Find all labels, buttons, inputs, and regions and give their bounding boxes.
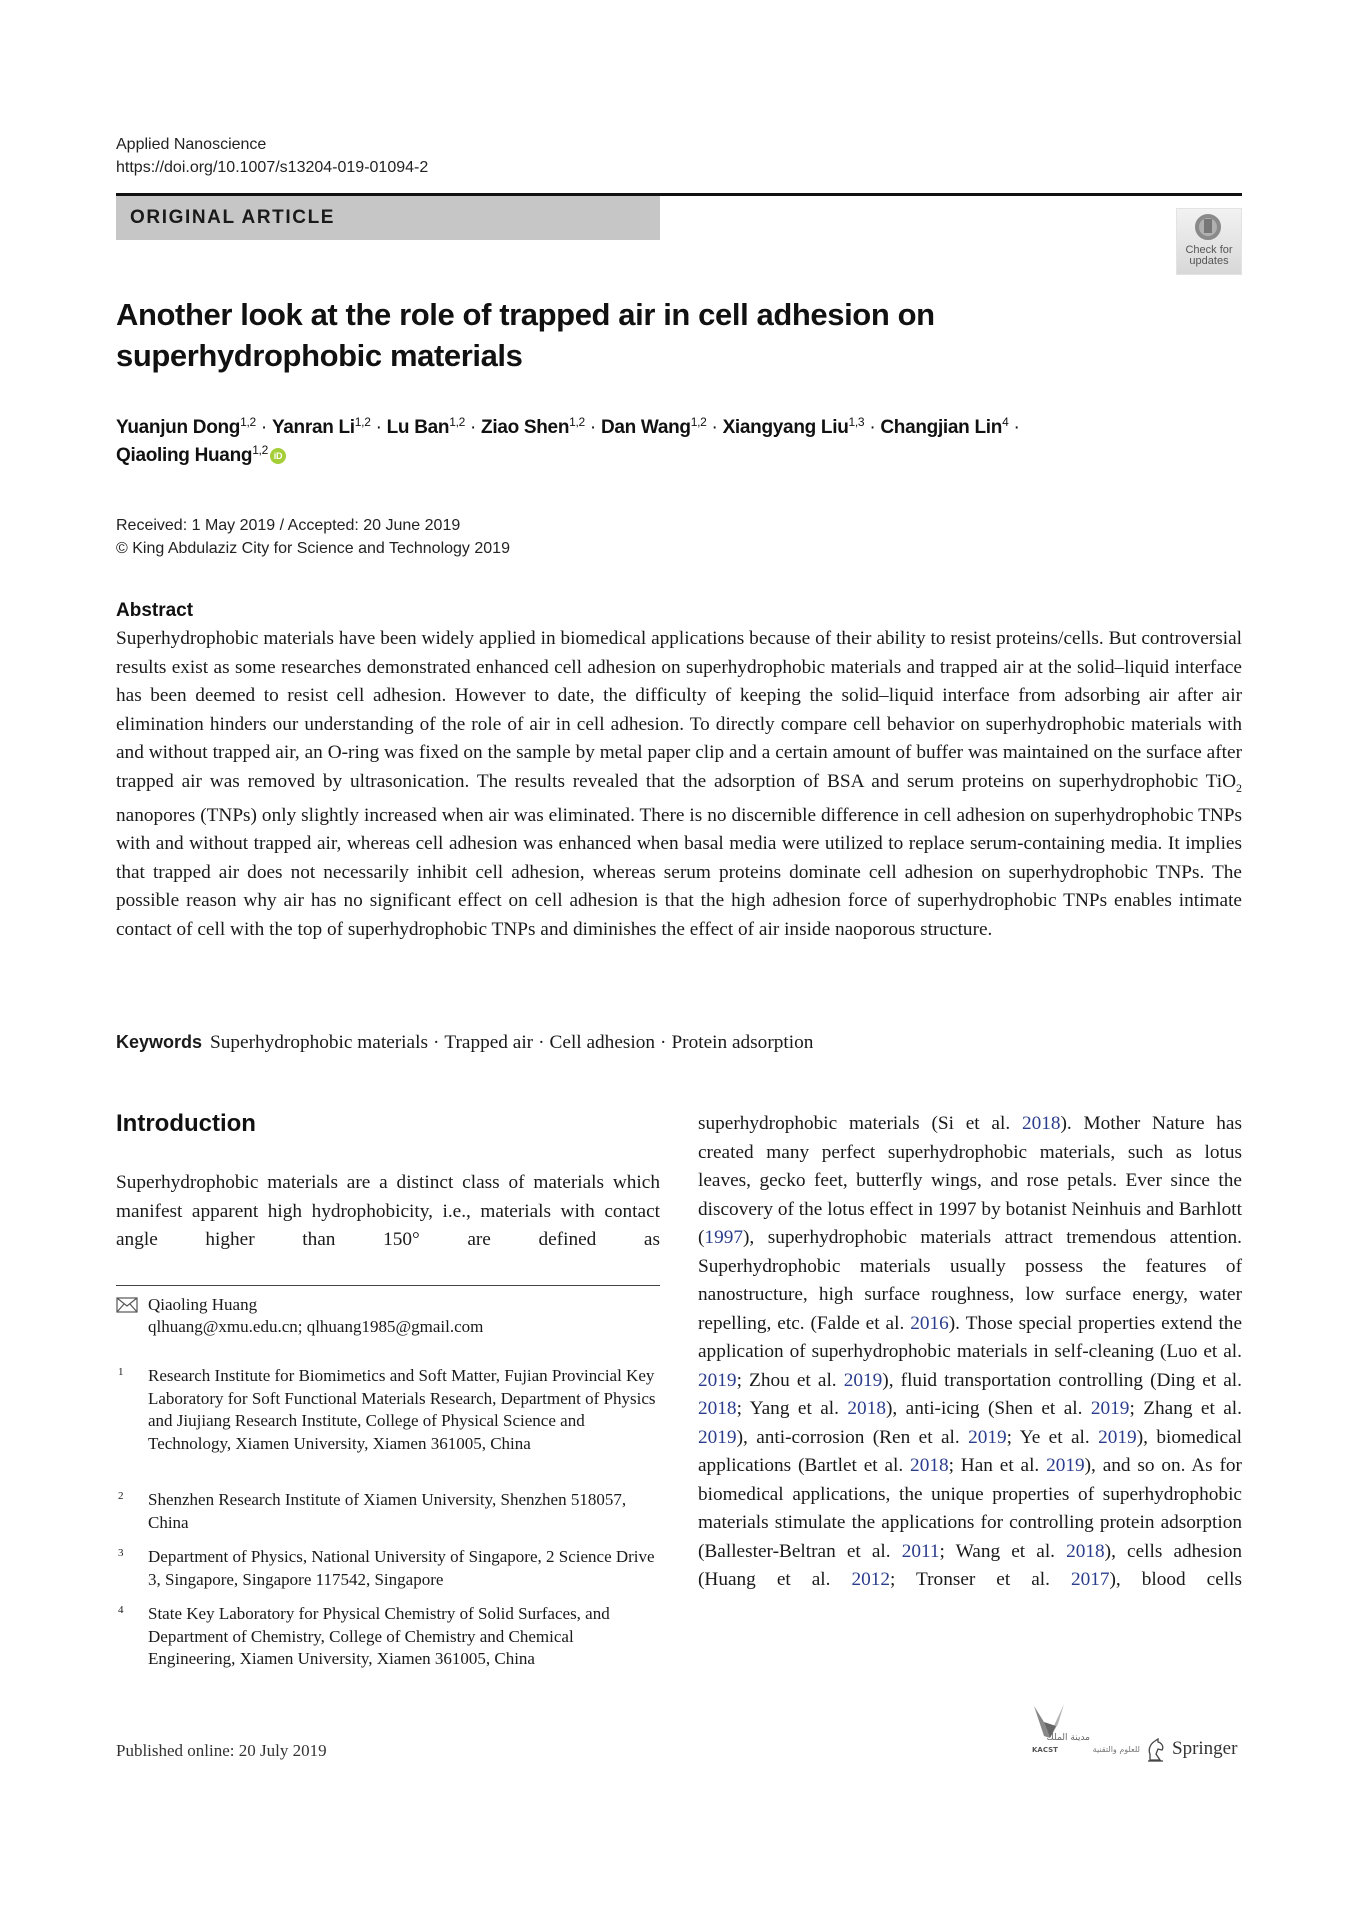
affiliation-number: 3 — [118, 1547, 124, 1559]
author-name: Lu Ban — [386, 417, 450, 438]
keyword-list — [210, 1032, 813, 1053]
published-online-date: Published online: 20 July 2019 — [116, 1741, 327, 1760]
author[interactable] — [116, 445, 286, 466]
springer-logo-text: Springer — [1172, 1738, 1238, 1759]
footnote-rule — [116, 1285, 660, 1286]
author-affiliation-marker: 1,2 — [240, 415, 256, 429]
article-type-banner — [116, 196, 660, 240]
author[interactable] — [723, 417, 865, 438]
keywords-label: Keywords — [116, 1032, 203, 1052]
abstract-text — [116, 625, 1242, 944]
affiliation — [116, 1489, 660, 1534]
springer-horse-icon — [1146, 1738, 1166, 1767]
corresponding-author — [116, 1294, 660, 1338]
orcid-icon[interactable]: iD — [270, 448, 286, 464]
check-for-updates-icon — [1195, 214, 1221, 240]
citation-link[interactable]: 2019 — [1098, 1426, 1137, 1448]
introduction-text-left — [116, 1169, 660, 1255]
citation-link[interactable]: 2018 — [847, 1398, 886, 1419]
keyword: Cell adhesion — [549, 1032, 656, 1053]
article-type-label: ORIGINAL ARTICLE — [130, 207, 336, 228]
author-separator: · — [470, 417, 477, 438]
abstract-text-part2: nanopores (TNPs) only slightly increased when air was eliminated. There is no discernible difference in cell adhesion on superhydrophobic TNPs with and without trapped air, whereas cell adhesion was enhanced when basal media were utilized to replace serum-containing media. It implies that trapped air does not necessarily inhibit cell adhesion, whereas serum proteins dominate cell adhesion on superhydrophobic TNPs. The possible reason why air has no significant effect on cell adhesion is that the high adhesion force of superhydrophobic TNPs enables intimate contact of cell with the top of superhydrophobic TNPs and diminishes the effect of air inside naoporous structure. — [116, 804, 1242, 940]
corresponding-author-email[interactable]: qlhuang@xmu.edu.cn; qlhuang1985@gmail.com — [148, 1317, 484, 1336]
author-affiliation-marker: 1,2 — [449, 415, 465, 429]
citation-link[interactable]: 2019 — [968, 1426, 1007, 1448]
citation-link[interactable]: 2019 — [698, 1369, 737, 1391]
body-text: ; Yang et al. — [736, 1398, 848, 1419]
check-for-updates-label — [1177, 245, 1241, 267]
author-separator: · — [375, 417, 382, 438]
keywords — [116, 1028, 1242, 1057]
author-list — [116, 414, 1246, 470]
author-name: Changjian Lin — [880, 417, 1003, 438]
keyword: Superhydrophobic materials — [210, 1032, 428, 1053]
body-text: ), superhydrophobic materials attract tremendous attention. Superhydrophobic materials usually possess the features of nanostructure, high surface roughness, low surface energy, water repelling, etc. (Falde et al. — [698, 1227, 1242, 1334]
citation-link[interactable]: 2018 — [1066, 1540, 1105, 1562]
svg-text:ﻟﻠﻌﻠﻮﻡ ﻭﺍﻟﺘﻘﻨﻴﺔ: ﻟﻠﻌﻠﻮﻡ ﻭﺍﻟﺘﻘﻨﻴﺔ — [1092, 1745, 1140, 1754]
author[interactable] — [880, 417, 1008, 438]
author-affiliation-marker: 1,2 — [354, 415, 371, 429]
author-affiliation-marker: 1,2 — [252, 443, 268, 457]
body-text: ; Wang et al. — [939, 1540, 1067, 1562]
body-text: ). Mother Nature has created many perfect superhydrophobic materials, such as lotus leaves, gecko feet, butterfly wings, and rose petals. Ever since the discovery of the lotus effect in 1997 by botanist Neinhuis and Barhlott ( — [698, 1113, 1242, 1248]
body-text: ; Han et al. — [948, 1455, 1047, 1476]
author[interactable] — [272, 417, 371, 438]
affiliation-number: 4 — [118, 1604, 124, 1616]
introduction-text-right — [698, 1110, 1242, 1595]
introduction-heading: Introduction — [116, 1110, 256, 1137]
kacst-logo — [1030, 1700, 1150, 1756]
citation-link[interactable]: 2018 — [910, 1455, 949, 1476]
keyword-separator: · — [538, 1032, 545, 1053]
author-affiliation-marker: 1,3 — [848, 415, 865, 429]
svg-text:ﻣﺪﻳﻨﺔ ﺍﻟﻤﻠﻚ: ﻣﺪﻳﻨﺔ ﺍﻟﻤﻠﻚ — [1046, 1733, 1090, 1743]
body-text: ). Those special properties extend the application of superhydrophobic materials in self-cleaning (Luo et al. — [698, 1312, 1242, 1362]
author-separator: · — [1013, 417, 1020, 438]
body-text: ), fluid transportation controlling (Ding et al. — [882, 1369, 1242, 1391]
affiliation-number: 1 — [118, 1366, 124, 1378]
author-affiliation-marker: 4 — [1002, 415, 1009, 429]
check-for-updates-button[interactable] — [1176, 208, 1242, 275]
received-accepted-dates: Received: 1 May 2019 / Accepted: 20 June 2019 — [116, 517, 461, 534]
body-text: ; Zhang et al. — [1129, 1398, 1242, 1419]
affiliation-text: Department of Physics, National University of Singapore, 2 Science Drive 3, Singapore, Singapore 117542, Singapore — [148, 1547, 655, 1589]
doi-link[interactable]: https://doi.org/10.1007/s13204-019-01094-2 — [116, 159, 429, 176]
body-text: ), biomedical applications (Bartlet et al. — [698, 1426, 1242, 1476]
check-updates-line2: updates — [1189, 255, 1229, 267]
envelope-icon — [116, 1297, 138, 1313]
author[interactable] — [116, 417, 256, 438]
body-text: ; Zhou et al. — [736, 1369, 844, 1391]
keyword: Trapped air — [444, 1032, 534, 1053]
affiliation-text: Shenzhen Research Institute of Xiamen University, Shenzhen 518057, China — [148, 1490, 627, 1532]
keyword: Protein adsorption — [671, 1032, 814, 1053]
keyword-separator: · — [660, 1032, 667, 1053]
body-text: ), blood cells — [1109, 1569, 1242, 1590]
body-text: ; Tronser et al. — [890, 1569, 1071, 1590]
body-text: ), anti-corrosion (Ren et al. — [736, 1426, 969, 1448]
abstract-text-part1: Superhydrophobic materials have been widely applied in biomedical applications because of their ability to resist proteins/cells. But controversial results exist as some researches demonstrated enhanced cell adhesion on superhydrophobic materials and trapped air at the solid–liquid interface has been deemed to resist cell adhesion. However to date, the difficulty of keeping the solid–liquid interface from adsorbing air after air elimination hinders our understanding of the role of air in cell adhesion. To directly compare cell behavior on superhydrophobic materials with and without trapped air, an O-ring was fixed on the sample by metal paper clip and a certain amount of buffer was maintained on the surface after trapped air was removed by ultrasonication. The results revealed that the adsorption of BSA and serum proteins on superhydrophobic TiO — [116, 628, 1242, 792]
journal-name: Applied Nanoscience — [116, 136, 267, 153]
author-name: Xiangyang Liu — [722, 417, 849, 438]
affiliation-number: 2 — [118, 1490, 124, 1502]
kacst-label: KACST — [1032, 1746, 1058, 1754]
body-text: superhydrophobic materials (Si et al. — [698, 1113, 1022, 1134]
author-separator: · — [711, 417, 718, 438]
author[interactable] — [601, 417, 707, 438]
author-separator: · — [869, 417, 876, 438]
citation-link[interactable]: 2019 — [843, 1369, 883, 1391]
body-text: ), cells adhesion (Huang et al. — [698, 1540, 1242, 1590]
author-separator: · — [589, 417, 596, 438]
citation-link[interactable]: 2019 — [1046, 1455, 1085, 1476]
citation-link[interactable]: 1997 — [704, 1227, 743, 1248]
body-text: ), and so on. As for biomedical applications, the unique properties of superhydrophobic materials stimulate the applications for controlling protein adsorption (Ballester-Beltran et al. — [698, 1455, 1242, 1562]
citation-link[interactable]: 2018 — [1021, 1113, 1061, 1134]
corresponding-author-name: Qiaoling Huang — [148, 1295, 258, 1314]
affiliation — [116, 1546, 660, 1591]
author-name: Yuanjun Dong — [116, 417, 241, 438]
copyright-notice: © King Abdulaziz City for Science and Technology 2019 — [116, 540, 510, 557]
citation-link[interactable]: 2012 — [851, 1569, 891, 1590]
body-text: ; Ye et al. — [1006, 1426, 1099, 1448]
abstract-heading: Abstract — [116, 600, 194, 621]
author-affiliation-marker: 1,2 — [690, 415, 707, 429]
keyword-separator: · — [432, 1032, 440, 1053]
introduction-paragraph: Superhydrophobic materials are a distinct class of materials which manifest apparent high hydrophobicity, i.e., materials with contact angle higher than 150° are defined as — [116, 1172, 660, 1250]
author[interactable] — [387, 417, 465, 438]
affiliation-text: Research Institute for Biomimetics and Soft Matter, Fujian Provincial Key Laboratory for Soft Functional Materials Research, Department of Physics and Jiujiang Research Institute, College of Physical Science and Technology, Xiamen University, Xiamen 361005, China — [148, 1366, 656, 1453]
affiliation — [116, 1603, 660, 1671]
check-updates-line1: Check for — [1185, 244, 1233, 256]
author-name: Ziao Shen — [481, 417, 570, 438]
article-title: Another look at the role of trapped air in cell adhesion on superhydrophobic materials — [116, 297, 935, 373]
body-text: ), anti-icing (Shen et al. — [885, 1398, 1091, 1419]
author-name: Yanran Li — [271, 417, 355, 438]
author-name: Qiaoling Huang — [116, 445, 253, 466]
citation-link[interactable]: 2019 — [1090, 1398, 1130, 1419]
abstract-subscript: 2 — [1236, 780, 1242, 795]
citation-link[interactable]: 2017 — [1070, 1569, 1110, 1590]
author[interactable] — [481, 417, 585, 438]
citation-link[interactable]: 2016 — [910, 1312, 949, 1334]
author-affiliation-marker: 1,2 — [569, 415, 585, 429]
affiliation — [116, 1365, 660, 1455]
affiliation-text: State Key Laboratory for Physical Chemistry of Solid Surfaces, and Department of Chemistry, College of Chemistry and Chemical Engineering, Xiamen University, Xiamen 361005, China — [148, 1604, 610, 1668]
citation-link[interactable]: 2018 — [698, 1398, 737, 1419]
citation-link[interactable]: 2011 — [901, 1540, 940, 1562]
author-separator: · — [260, 417, 267, 438]
author-name: Dan Wang — [600, 417, 691, 438]
citation-link[interactable]: 2019 — [698, 1426, 737, 1448]
